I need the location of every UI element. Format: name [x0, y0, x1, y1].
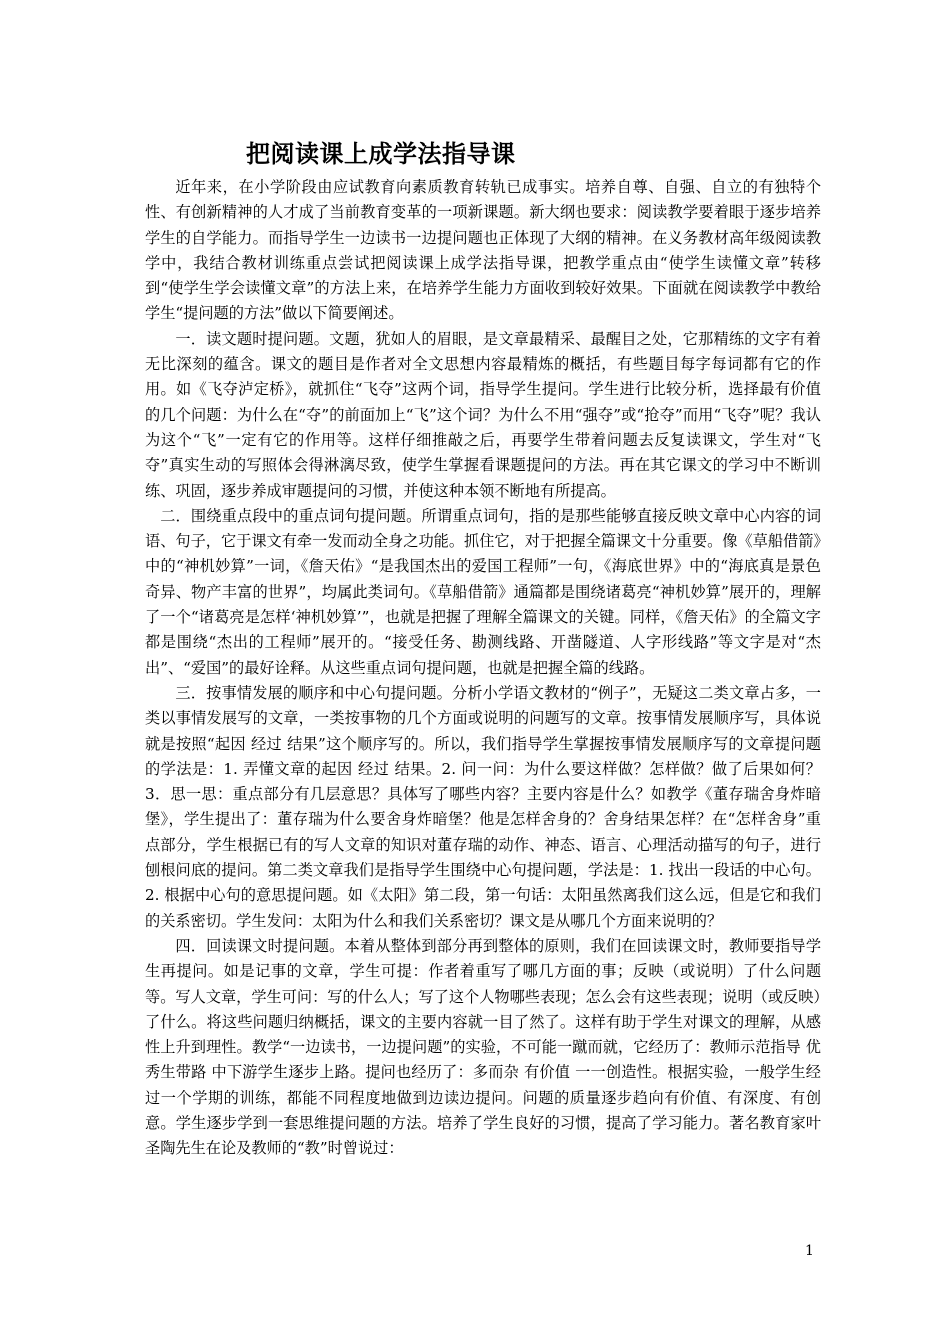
section-3-paragraph: 三．按事情发展的顺序和中心句提问题。分析小学语文教材的“例子”，无疑这二类文章占多，一类以事情发展写的文章，一类按事物的几个方面或说明的问题写的文章。按事情发展顺序写，具体说就是按照“起因 经过 结果”这个顺序写的。所以，我们指导学生掌握按事情发展顺序写的文章提问题的学法是：1. 弄懂文章的起因 经过 结果。2. 问一问：为什么要这样做？怎样做？做了后果如何？3．思一思：重点部分有几层意思？具体写了哪些内容？主要内容是什么？如教学《董存瑞舍身炸暗堡》，学生提出了：董存瑞为什么要舍身炸暗堡？他是怎样舍身的？舍身结果怎样？在“怎样舍身”重点部分，学生根据已有的写人文章的知识对董存瑞的动作、神态、语言、心理活动描写的句子，进行刨根问底的提问。第二类文章我们是指导学生围绕中心句提问题，学法是：1. 找出一段话的中心句。2. 根据中心句的意思提问题。如《太阳》第二段，第一句话：太阳虽然离我们这么远，但是它和我们的关系密切。学生发问：太阳为什么和我们关系密切？课文是从哪几个方面来说明的？	[145, 683, 821, 930]
page-number: 1	[805, 1243, 814, 1259]
section-4-paragraph: 四．回读课文时提问题。本着从整体到部分再到整体的原则，我们在回读课文时，教师要指导学生再提问。如是记事的文章，学生可提：作者着重写了哪几方面的事；反映（或说明）了什么问题等。写人文章，学生可问：写的什么人；写了这个人物哪些表现；怎么会有这些表现；说明（或反映）了什么。将这些问题归纳概括，课文的主要内容就一目了然了。这样有助于学生对课文的理解，从感性上升到理性。教学“一边读书，一边提问题”的实验，不可能一蹴而就，它经历了：教师示范指导 优秀生带路 中下游学生逐步上路。提问也经历了：多而杂 有价值 一一创造性。根据实验，一般学生经过一个学期的训练，都能不同程度地做到边读边提问。问题的质量逐步趋向有价值、有深度、有创意。学生逐步学到一套思维提问题的方法。培养了学生良好的习惯，提高了学习能力。著名教育家叶圣陶先生在论及教师的“教”时曾说过：	[145, 936, 821, 1158]
page-title: 把阅读课上成学法指导课	[246, 139, 516, 168]
intro-paragraph: 近年来，在小学阶段由应试教育向素质教育转轨已成事实。培养自尊、自强、自立的有独特个性、有创新精神的人才成了当前教育变革的一项新课题。新大纲也要求：阅读教学要着眼于逐步培养学生的自学能力。而指导学生一边读书一边提问题也正体现了大纲的精神。在义务教材高年级阅读教学中，我结合教材训练重点尝试把阅读课上成学法指导课，把教学重点由“使学生读懂文章”转移到“使学生学会读懂文章”的方法上来，在培养学生能力方面收到较好效果。下面就在阅读教学中教给学生“提问题的方法”做以下简要阐述。	[145, 178, 821, 323]
section-1-paragraph: 一．读文题时提问题。文题，犹如人的眉眼，是文章最精采、最醒目之处，它那精练的文字有着无比深刻的蕴含。课文的题目是作者对全文思想内容最精炼的概括，有些题目每字每词都有它的作用。如《飞夺泸定桥》，就抓住“飞夺”这两个词，指导学生提问。学生进行比较分析，选择最有价值的几个问题：为什么在“夺”的前面加上“飞”这个词？为什么不用“强夺”或“抢夺”而用“飞夺”呢？我认为这个“飞”一定有它的作用等。这样仔细推敲之后，再要学生带着问题去反复读课文，学生对“飞夺”真实生动的写照体会得淋漓尽致，使学生掌握看课题提问的方法。再在其它课文的学习中不断训练、巩固，逐步养成审题提问的习惯，并使这种本领不断地有所提高。	[145, 329, 821, 500]
body-text	[145, 175, 821, 1162]
section-2-paragraph: 二．围绕重点段中的重点词句提问题。所谓重点词句，指的是那些能够直接反映文章中心内容的词语、句子，它于课文有牵一发而动全身之功能。抓住它，对于把握全篇课文十分重要。像《草船借箭》中的“神机妙算”一词，《詹天佑》“是我国杰出的爱国工程师”一句，《海底世界》中的“海底真是景色奇异、物产丰富的世界”，均属此类词句。《草船借箭》通篇都是围绕诸葛亮“神机妙算”展开的，理解了一个“诸葛亮是怎样‘神机妙算’”，也就是把握了理解全篇课文的关键。同样，《詹天佑》的全篇文字都是围绕“杰出的工程师”展开的。“接受任务、勘测线路、开凿隧道、人字形线路”等文字是对“杰出”、“爱国”的最好诠释。从这些重点词句提问题，也就是把握全篇的线路。	[145, 506, 821, 677]
